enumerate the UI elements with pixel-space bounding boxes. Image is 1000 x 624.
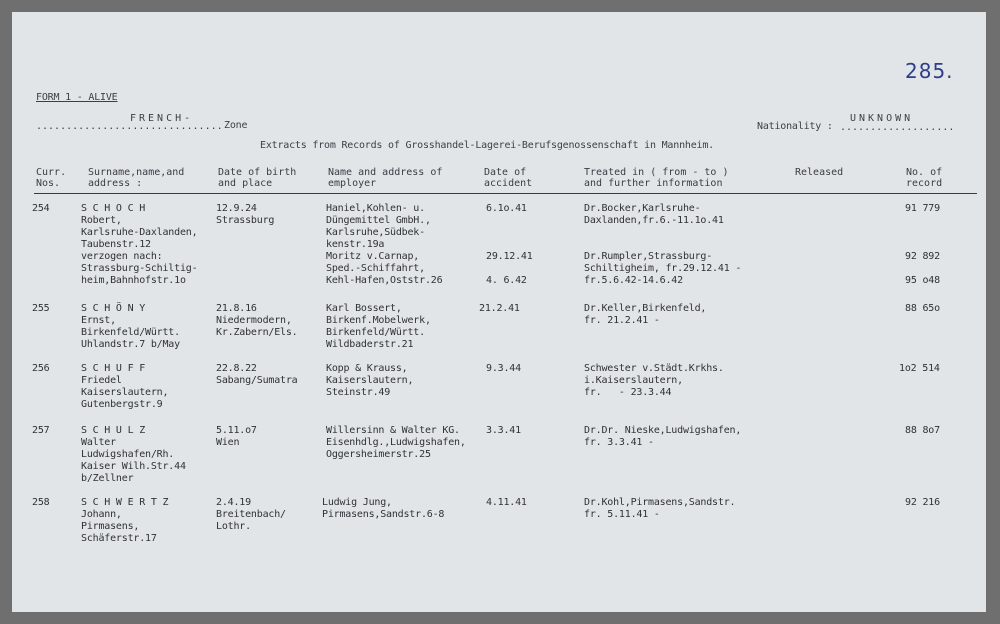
row-accident-date: 9.3.44 bbox=[486, 363, 521, 374]
row-date-of-birth: 12.9.24 Strassburg bbox=[216, 203, 275, 226]
nationality-dotted-line: ................... bbox=[840, 122, 955, 133]
zone-dotted-line: ............................... bbox=[36, 121, 223, 132]
row-surname-address: S C H U L Z Walter Ludwigshafen/Rh. Kaiser Wilh.Str.44 b/Zellner bbox=[81, 425, 186, 484]
row-date-of-birth: 2.4.19 Breitenbach/ Lothr. bbox=[216, 497, 286, 532]
row-number: 256 bbox=[32, 363, 50, 374]
row-number: 254 bbox=[32, 203, 50, 214]
row-record-number: 88 65o bbox=[905, 303, 940, 314]
row-treatment: Dr.Bocker,Karlsruhe- Daxlanden,fr.6.-11.1o.41 Dr.Rumpler,Strassburg- Schiltigheim, fr.29.12.41 - fr.5.6.42-14.6.42 bbox=[584, 203, 742, 286]
header-accident: Date of accident bbox=[484, 167, 533, 189]
header-curr-nos: Curr. Nos. bbox=[36, 167, 67, 189]
row-employer: Ludwig Jung, Pirmasens,Sandstr.6-8 bbox=[322, 497, 445, 520]
row-surname-address: S C H U F F Friedel Kaiserslautern, Gutenbergstr.9 bbox=[81, 363, 169, 410]
row-record-number: 88 8o7 bbox=[905, 425, 940, 436]
row-number: 255 bbox=[32, 303, 50, 314]
row-accident-date: 21.2.41 bbox=[479, 303, 520, 314]
header-rule bbox=[34, 193, 977, 194]
header-surname: Surname,name,and address : bbox=[88, 167, 185, 189]
header-date-of-birth: Date of birth and place bbox=[218, 167, 297, 189]
row-date-of-birth: 22.8.22 Sabang/Sumatra bbox=[216, 363, 298, 386]
header-treated: Treated in ( from - to ) and further information bbox=[584, 167, 729, 189]
row-surname-address: S C H W E R T Z Johann, Pirmasens, Schäferstr.17 bbox=[81, 497, 169, 544]
row-date-of-birth: 21.8.16 Niedermodern, Kr.Zabern/Els. bbox=[216, 303, 298, 338]
document-title: Extracts from Records of Grosshandel-Lagerei-Berufsgenossenschaft in Mannheim. bbox=[260, 140, 714, 151]
row-number: 258 bbox=[32, 497, 50, 508]
zone-label: Zone bbox=[224, 120, 248, 131]
row-treatment: Dr.Kohl,Pirmasens,Sandstr. fr. 5.11.41 - bbox=[584, 497, 736, 520]
row-treatment: Schwester v.Städt.Krkhs. i.Kaiserslautern, fr. - 23.3.44 bbox=[584, 363, 724, 398]
row-treatment: Dr.Dr. Nieske,Ludwigshafen, fr. 3.3.41 - bbox=[584, 425, 742, 448]
row-record-number: 1o2 514 bbox=[899, 363, 940, 374]
row-record-number: 92 216 bbox=[905, 497, 940, 508]
form-label: FORM 1 - ALIVE bbox=[36, 92, 118, 103]
zone-value: FRENCH- bbox=[130, 113, 194, 124]
header-employer: Name and address of employer bbox=[328, 167, 443, 189]
header-record-no: No. of record bbox=[906, 167, 943, 189]
row-employer: Willersinn & Walter KG. Eisenhdlg.,Ludwigshafen, Oggersheimerstr.25 bbox=[326, 425, 466, 460]
row-record-number: 91 779 92 892 95 o48 bbox=[905, 203, 940, 286]
row-employer: Kopp & Krauss, Kaiserslautern, Steinstr.49 bbox=[326, 363, 414, 398]
row-date-of-birth: 5.11.o7 Wien bbox=[216, 425, 257, 448]
row-number: 257 bbox=[32, 425, 50, 436]
row-accident-date: 3.3.41 bbox=[486, 425, 521, 436]
row-surname-address: S C H Ö N Y Ernst, Birkenfeld/Württ. Uhlandstr.7 b/May bbox=[81, 303, 180, 350]
row-employer: Karl Bossert, Birkenf.Mobelwerk, Birkenfeld/Württ. Wildbaderstr.21 bbox=[326, 303, 431, 350]
row-employer: Haniel,Kohlen- u. Düngemittel GmbH., Karlsruhe,Südbek- kenstr.19a Moritz v.Carnap, Sped.-Schiffahrt, Kehl-Hafen,Oststr.26 bbox=[326, 203, 443, 286]
handwritten-page-number: 285. bbox=[905, 59, 954, 83]
nationality-value: UNKNOWN bbox=[850, 113, 914, 124]
row-treatment: Dr.Keller,Birkenfeld, fr. 21.2.41 - bbox=[584, 303, 707, 326]
row-surname-address: S C H O C H Robert, Karlsruhe-Daxlanden, Taubenstr.12 verzogen nach: Strassburg-Schiltig- heim,Bahnhofstr.1o bbox=[81, 203, 198, 286]
nationality-label: Nationality : bbox=[757, 121, 833, 132]
row-accident-date: 4.11.41 bbox=[486, 497, 527, 508]
header-released: Released bbox=[795, 167, 844, 178]
record-sheet bbox=[12, 12, 986, 612]
row-accident-date: 6.1o.41 29.12.41 4. 6.42 bbox=[486, 203, 533, 286]
